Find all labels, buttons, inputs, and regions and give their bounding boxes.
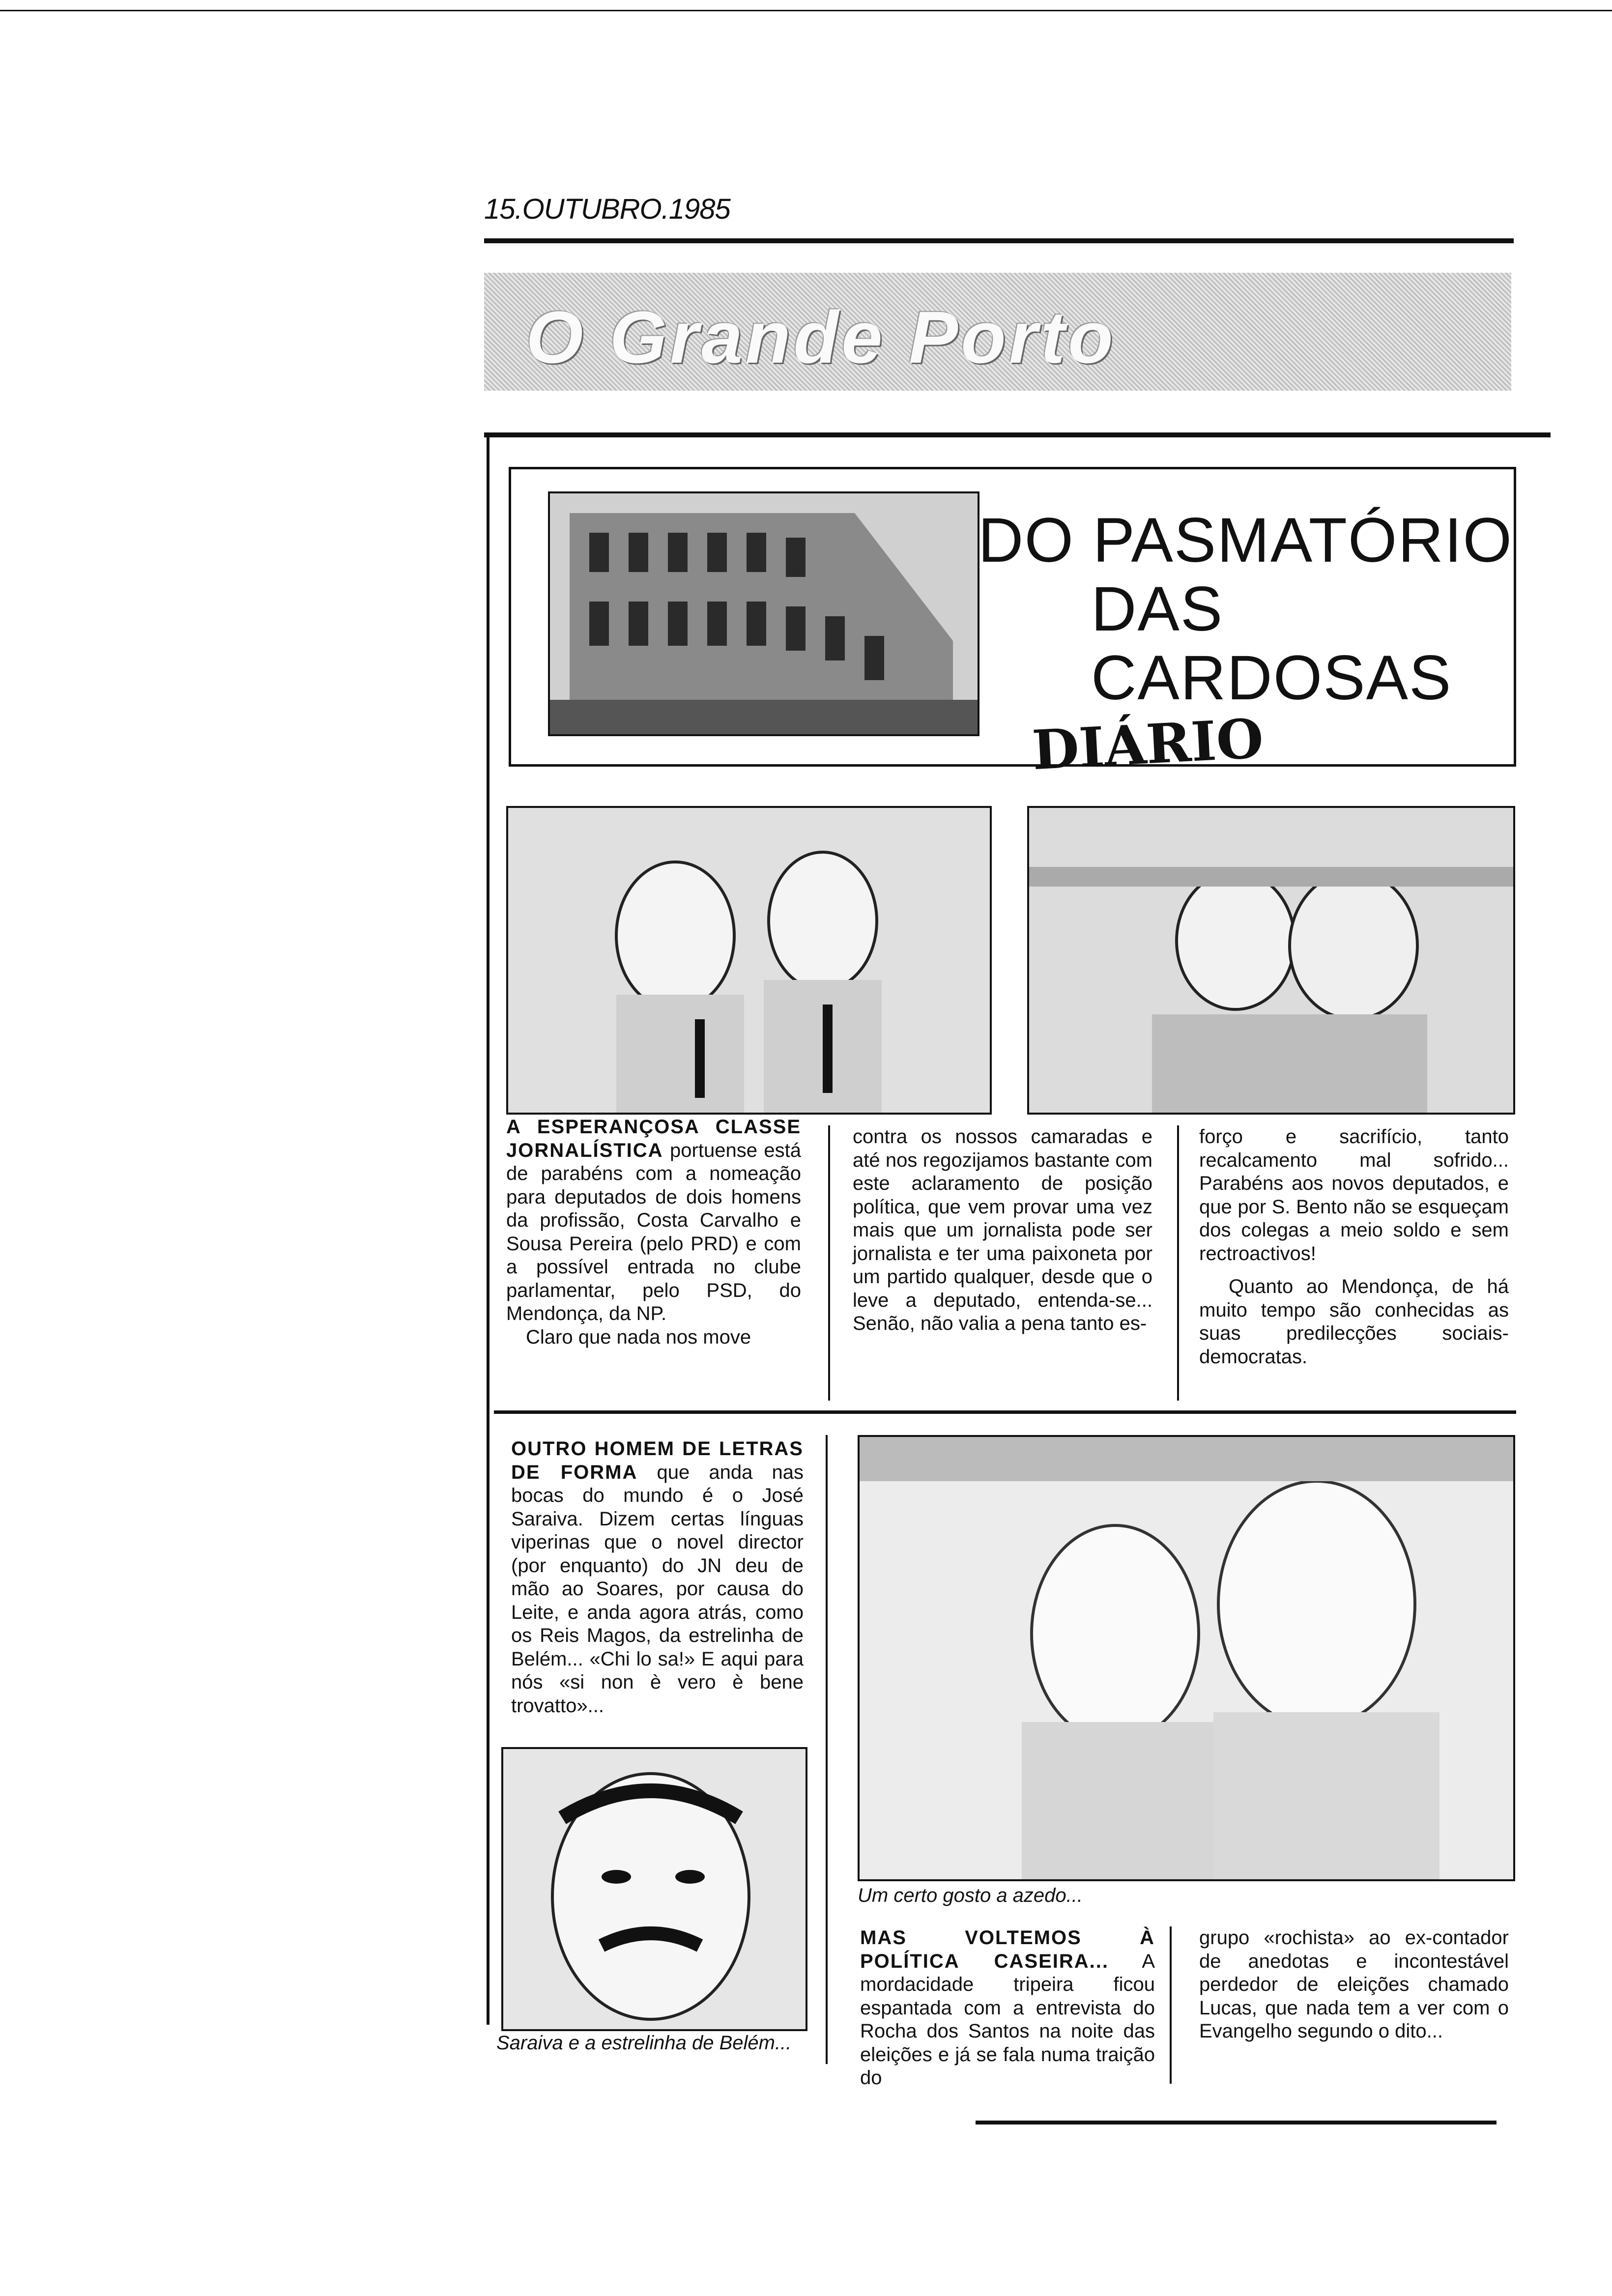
article-2-text xyxy=(511,1437,804,1718)
article-3-body: A mordacidade tripeira ficou espantada com a entrevista do Rocha dos Santos na noite das eleições e já se fala numa traição do xyxy=(860,1950,1155,2089)
building-photo xyxy=(548,491,979,736)
section-banner-title: O Grande Porto xyxy=(526,296,1116,378)
content-top-rule xyxy=(484,432,1551,437)
evening-photo-caption: Um certo gosto a azedo... xyxy=(858,1885,1083,1906)
left-column-rule xyxy=(487,432,489,2025)
crowd-illustration xyxy=(1029,808,1513,1113)
headline-line-1: DO PASMATÓRIO xyxy=(978,505,1513,575)
article-1-col3-para-2: Quanto ao Mendonça, de há muito tempo são conhecidas as suas predilecções sociais-democratas. xyxy=(1199,1276,1509,1368)
article-1-col3-para-1: forço e sacrifício, tanto recalcamento mal sofrido... Parabéns aos novos deputados, e que por S. Bento não se esqueçam dos colegas a meio soldo e sem rectroactivos! xyxy=(1199,1126,1509,1264)
date-rule xyxy=(484,238,1514,243)
article-1-lead: A ESPERANÇOSA CLASSE JORNALÍSTICA xyxy=(506,1116,801,1161)
article-1-divider-2 xyxy=(1177,1125,1179,1401)
mid-rule xyxy=(494,1410,1516,1414)
building-illustration xyxy=(550,493,978,734)
article-3-divider xyxy=(1170,1926,1172,2084)
article-1-column-3 xyxy=(1199,1125,1509,1369)
handwritten-note: DIÁRIO xyxy=(1030,706,1265,782)
crowd-photo xyxy=(1027,806,1515,1115)
article-1-para-2: Claro que nada nos move xyxy=(526,1326,751,1348)
headline xyxy=(978,506,1513,713)
article-1-divider-1 xyxy=(828,1125,830,1401)
evening-illustration xyxy=(860,1437,1513,1879)
article-1-column-1 xyxy=(506,1116,801,1349)
saraiva-photo xyxy=(501,1747,807,2031)
headline-line-2: DAS xyxy=(1091,574,1224,644)
headline-line-3: CARDOSAS xyxy=(1091,643,1452,713)
saraiva-photo-caption: Saraiva e a estrelinha de Belém... xyxy=(496,2032,792,2054)
article-2-body: que anda nas bocas do mundo é o José Saraiva. Dizem certas línguas viperinas que o novel director (por enquanto) do JN deu de mão ao Soares, por causa do Leite, e anda agora atrás, como os Reis Magos, da estrelinha de Belém... «Chi lo sa!» E aqui para nós «si non è vero è bene trovatto»... xyxy=(511,1461,804,1717)
deputies-illustration xyxy=(508,808,990,1113)
article-2-divider xyxy=(826,1435,828,2064)
top-edge-rule xyxy=(0,10,1612,11)
bottom-rule xyxy=(976,2121,1497,2124)
saraiva-illustration xyxy=(503,1749,806,2029)
article-3-column-1 xyxy=(860,1926,1155,2090)
article-2-lead: OUTRO HOMEM DE LETRAS DE FORMA xyxy=(511,1438,804,1483)
article-1-body: portuense está de parabéns com a nomeação para deputados de dois homens da profissão, Costa Carvalho e Sousa Pereira (pelo PRD) e com a possível entrada no clube parlamentar, pelo PSD, do Mendonça, da NP. xyxy=(506,1139,801,1324)
article-3-column-2: grupo «rochista» ao ex-contador de anedotas e incontestável perdedor de eleições chamado Lucas, que nada tem a ver com o Evangelho segundo o dito... xyxy=(1199,1927,1509,2042)
issue-date: 15.OUTUBRO.1985 xyxy=(484,193,730,225)
article-3-lead: MAS VOLTEMOS À POLÍTICA CASEIRA... xyxy=(860,1927,1155,1972)
deputies-photo xyxy=(506,806,992,1115)
evening-photo xyxy=(858,1435,1515,1881)
article-1-column-2: contra os nossos camaradas e até nos regozijamos bastante com este aclaramento de posição política, que vem provar uma vez mais que um jornalista pode ser jornalista e ter uma paixoneta por um partido qualquer, desde que o leve a deputado, entenda-se... Senão, não valia a pena tanto es- xyxy=(853,1126,1152,1334)
